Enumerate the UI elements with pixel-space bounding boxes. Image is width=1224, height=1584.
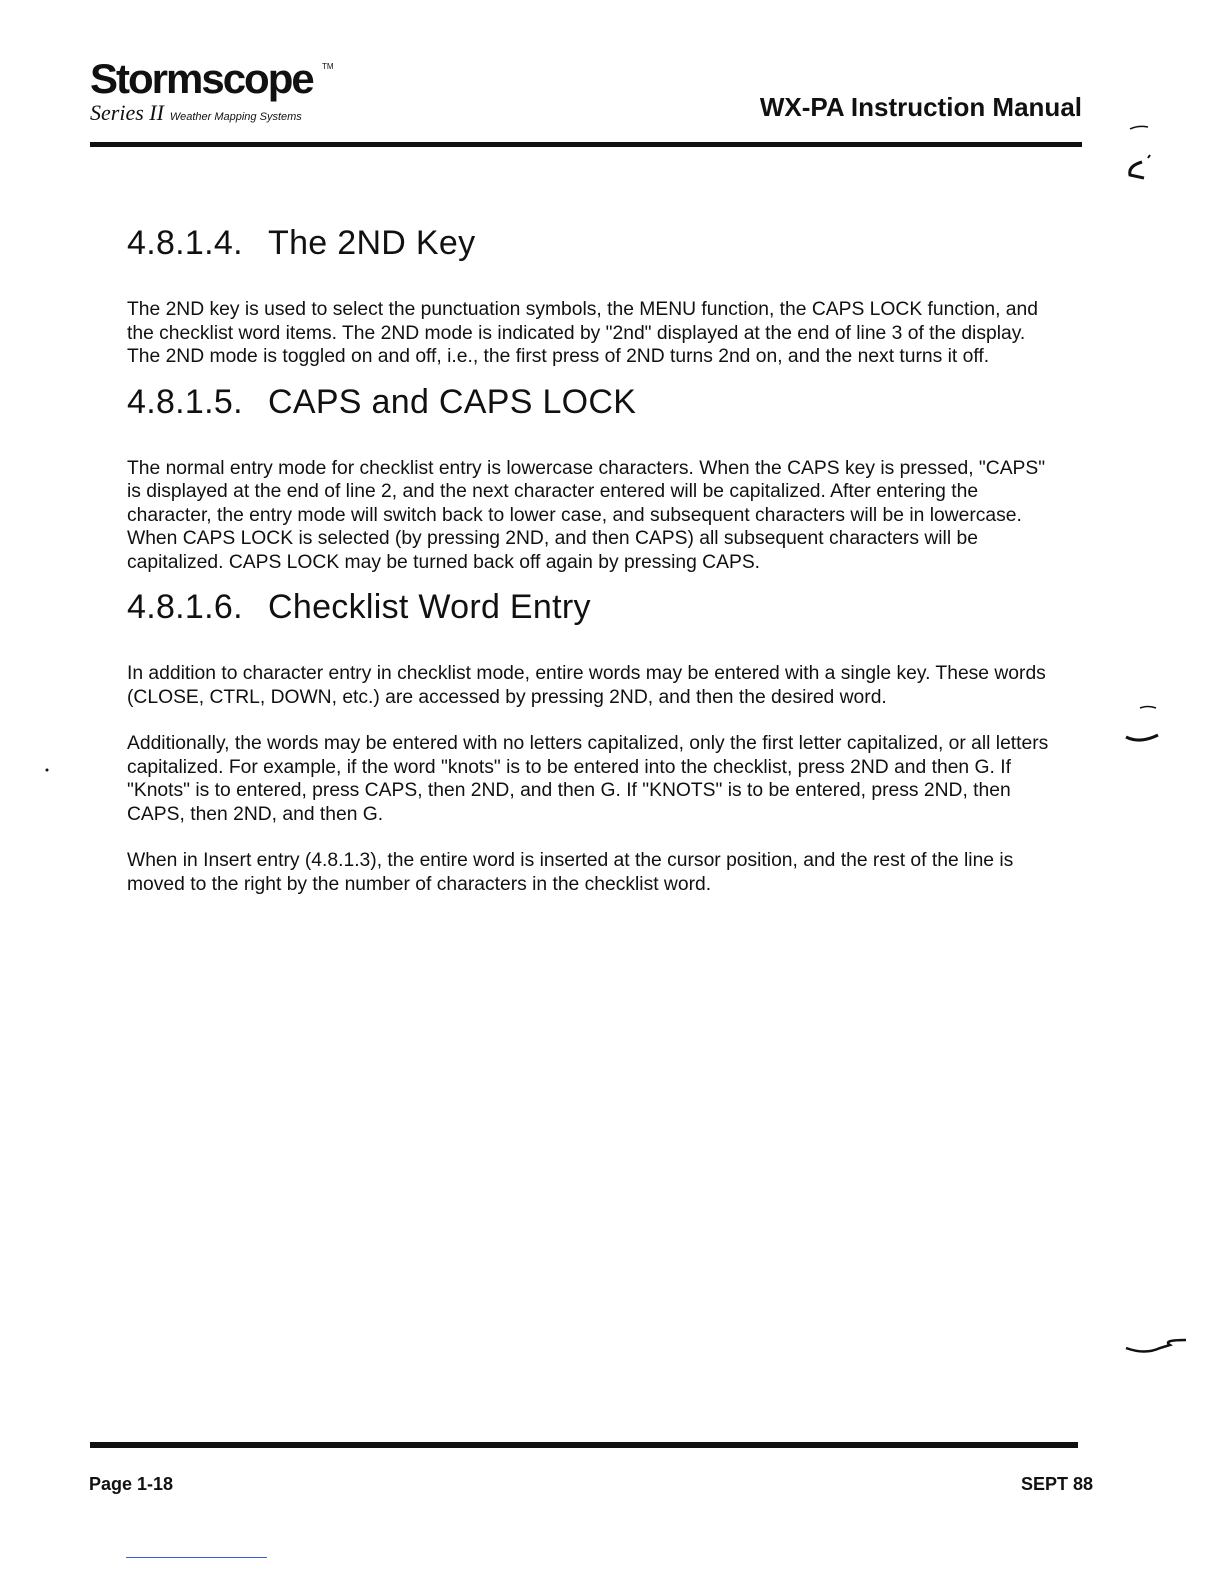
scan-mark bbox=[1126, 1340, 1186, 1352]
paragraph: The 2ND key is used to select the punctuation symbols, the MENU function, the CAPS LOCK function, and the checklist word items. The 2ND mode is indicated by "2nd" displayed at the end of line 3 of the display. The 2ND mode is toggled on and off, i.e., the first press of 2ND turns 2nd on, and the next turns it off. bbox=[127, 299, 1038, 367]
scan-mark bbox=[1148, 155, 1150, 158]
paragraph: When in Insert entry (4.8.1.3), the entire word is inserted at the cursor position, and the rest of the line is moved to the right by the number of characters in the checklist word. bbox=[127, 850, 1014, 895]
paragraph: Additionally, the words may be entered with no letters capitalized, only the first letter capitalized, or all letters capitalized. For example, if the word "knots" is to be entered into the checklist, press 2ND and then G. If "Knots" is to entered, press CAPS, then 2ND, and then G. If "KNOTS" is to be entered, press 2ND, then CAPS, then 2ND, and then G. bbox=[127, 733, 1049, 825]
section-number: 4.8.1.5. bbox=[127, 382, 243, 421]
manual-title: WX-PA Instruction Manual bbox=[759, 92, 1082, 122]
logo-series-text: Series II bbox=[90, 100, 164, 125]
logo-trademark: TM bbox=[322, 62, 334, 71]
logo-tagline: Weather Mapping Systems bbox=[169, 111, 302, 123]
page-number: Page 1-18 bbox=[89, 1474, 174, 1494]
section-number: 4.8.1.4. bbox=[127, 224, 243, 262]
section-title: CAPS and CAPS LOCK bbox=[268, 382, 637, 421]
section-number: 4.8.1.6. bbox=[127, 588, 243, 626]
scan-mark bbox=[1140, 707, 1156, 709]
scan-mark bbox=[1126, 735, 1158, 740]
revision-date: SEPT 88 bbox=[1020, 1474, 1093, 1494]
paragraph: In addition to character entry in checklist mode, entire words may be entered with a single key. These words (CLOSE, CTRL, DOWN, etc.) are accessed by pressing 2ND, and then the desired word. bbox=[127, 663, 1046, 708]
scan-mark bbox=[1130, 162, 1144, 178]
paragraph: The normal entry mode for checklist entry is lowercase characters. When the CAPS key is pressed, "CAPS" is displayed at the end of line 2, and the next character entered will be capitalized. After entering the character, the entry mode will switch back to lower case, and subsequent characters will be in lowercase. When CAPS LOCK is selected (by pressing 2ND, and then CAPS) all subsequent characters will be capitalized. CAPS LOCK may be turned back off again by pressing CAPS. bbox=[127, 457, 1046, 573]
logo-name: Stormscope bbox=[90, 55, 313, 102]
scan-dot bbox=[46, 769, 49, 772]
section-title: The 2ND Key bbox=[268, 224, 476, 262]
section-title: Checklist Word Entry bbox=[268, 588, 591, 626]
scan-mark bbox=[1130, 126, 1148, 129]
